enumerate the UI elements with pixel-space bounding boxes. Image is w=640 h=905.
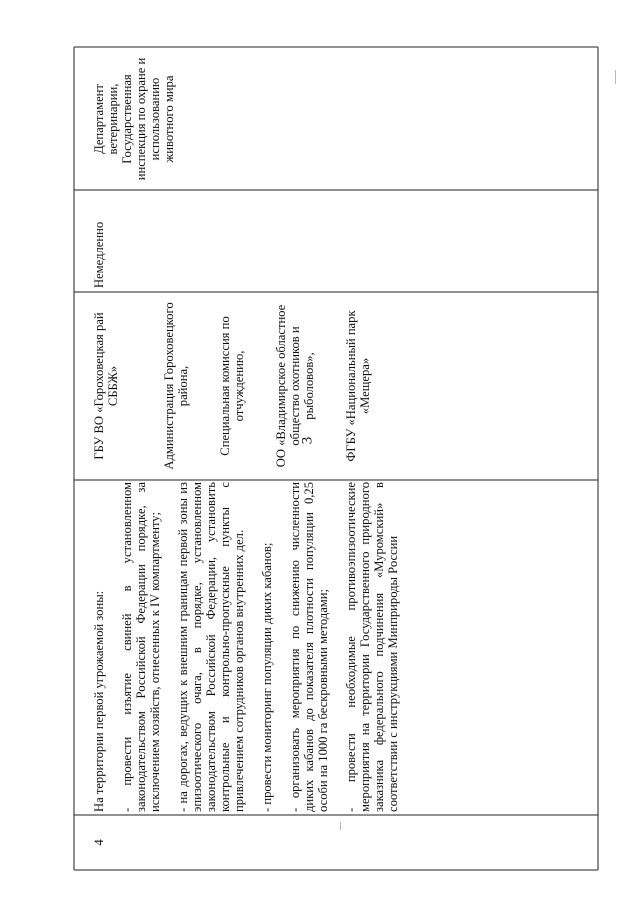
measure-item: - на дорогах, ведущих к внешним границам первой зоны из эпизоотического очага, в порядке, установленном законодательством Российской Федерации, установить контрольные и контрольно-пропускные пункты с привлечением сотрудников органов внутренних дел.: [176, 482, 246, 812]
measure-item: - провести необходимые противоэпизоотические мероприятия на территории Государственного природного заказника федерального подчинения «Муромский» в соответствии с инструкциями Минприроды России: [344, 482, 400, 812]
responsible-item: ОО «Владимирское областное общество охотников и рыболовов»,: [274, 304, 316, 468]
responsible-item: Администрация Гороховецкого района,: [162, 302, 190, 470]
scan-mark: [615, 70, 616, 84]
responsible-item: ГБУ ВО «Гороховецкая рай СББЖ»: [92, 312, 120, 460]
row-index: 4: [92, 839, 106, 846]
control-cell: [78, 52, 198, 186]
deadline-cell: [78, 190, 118, 288]
deadline: Немедленно: [92, 221, 106, 288]
control-body: Департамент ветеринарии, Государственная инспекция по охране и использованию животного мира: [92, 57, 176, 181]
measure-item: - провести изъятие свиней в установленном законодательством Российской Федерации порядке, за исключением хозяйств, отнесенных к IV компартменту;: [120, 482, 162, 812]
responsible-item: ФГБУ «Национальный парк «Мещера»: [344, 310, 372, 462]
responsible-cell: [78, 294, 372, 478]
scan-mark: [340, 822, 341, 830]
measure-item: - организовать мероприятия по снижению численности диких кабанов до показателя плотности популяции 0,25 особи на 1000 га бескровными методами;: [288, 482, 330, 812]
responsible-item: Специальная комиссия по отчуждению,: [218, 316, 246, 456]
measures-heading: На территории первой угрожаемой зоны:: [92, 590, 106, 812]
measure-item: - провести мониторинг популяции диких кабанов;: [260, 542, 274, 812]
page-number: 3: [299, 436, 316, 445]
measures-cell: [78, 482, 596, 812]
row-index-cell: [78, 817, 106, 868]
